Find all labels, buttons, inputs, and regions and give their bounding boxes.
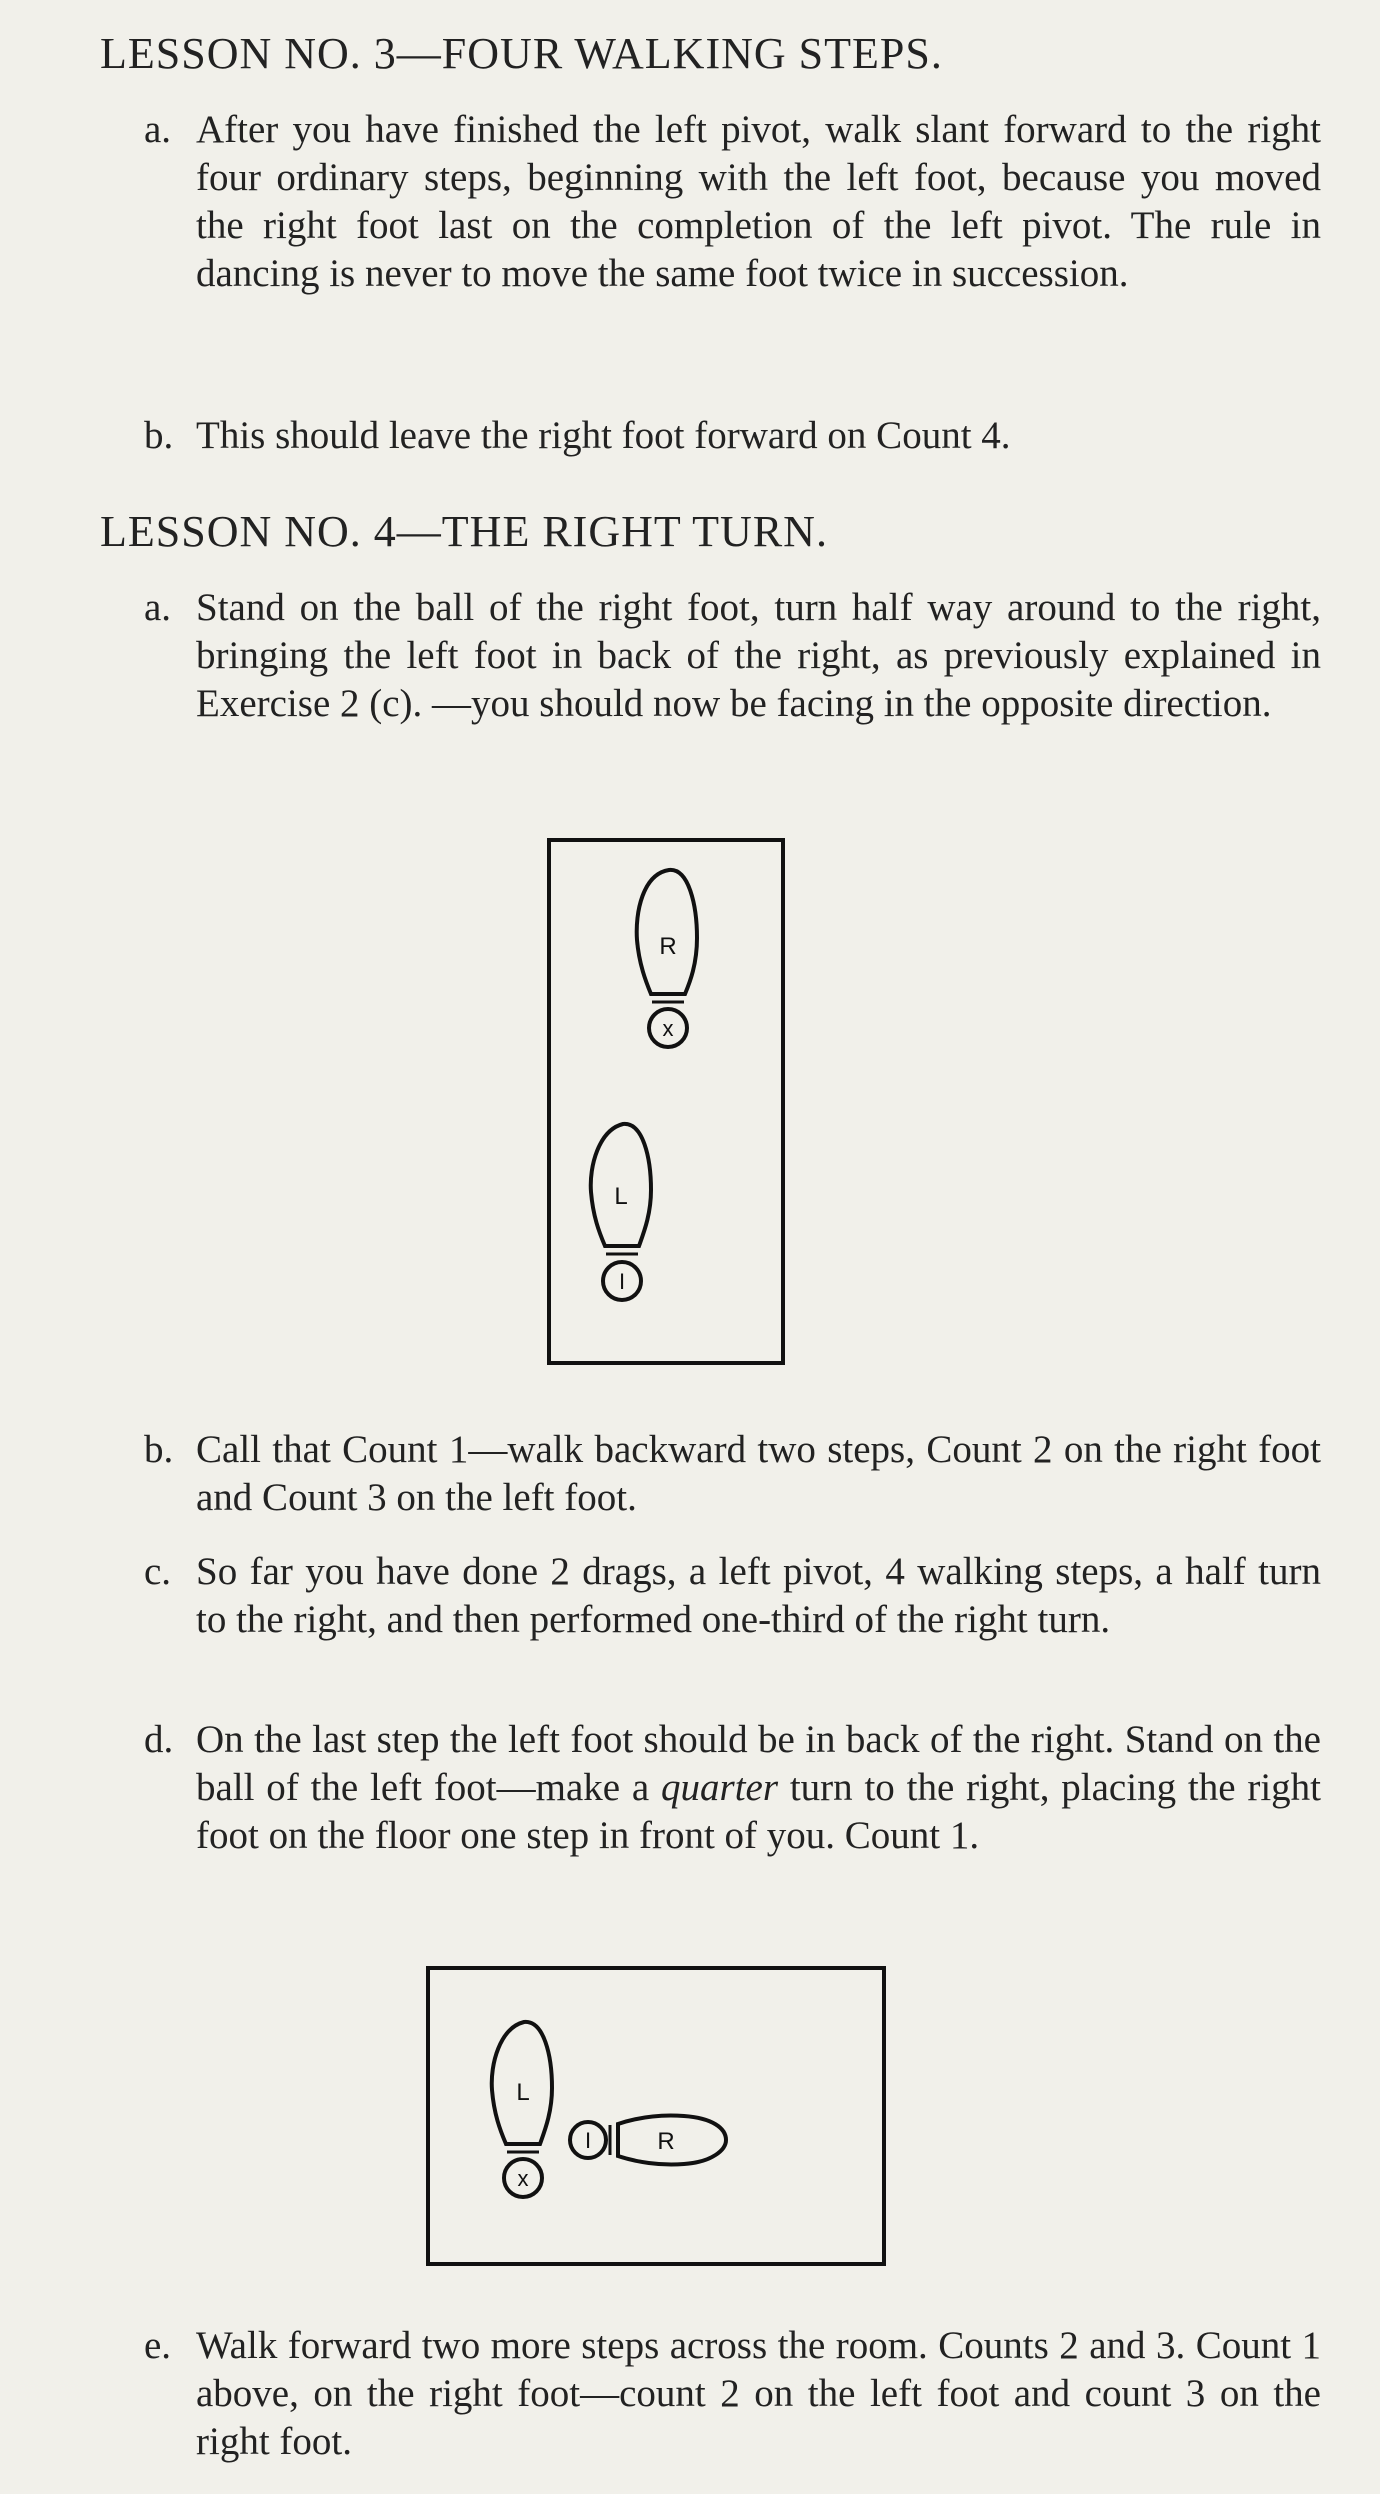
item-letter: d. xyxy=(144,1718,174,1761)
left-heel-label: x xyxy=(517,2166,529,2191)
right-foot-sole-icon xyxy=(637,870,697,994)
item-text-part: On the last step the left foot should be in back of the right. Stand on the ball of the left foot—make a xyxy=(196,1718,1321,1809)
lesson-3-item-a xyxy=(144,106,1321,298)
right-foot-label: R xyxy=(657,2128,675,2155)
right-foot-label: R xyxy=(659,933,677,960)
item-text-emphasis: quarter xyxy=(661,1766,779,1809)
item-text: So far you have done 2 drags, a left pivot, 4 walking steps, a half turn to the right, and then performed one-third of the right turn. xyxy=(196,1550,1321,1641)
lesson-4-item-c xyxy=(144,1548,1321,1644)
item-text: Call that Count 1—walk backward two steps, Count 2 on the right foot and Count 3 on the left foot. xyxy=(196,1428,1321,1519)
item-text: After you have finished the left pivot, walk slant forward to the right four ordinary steps, beginning with the left foot, because you moved the right foot last on the completion of the left pivot. The rule in dancing is never to move the same foot twice in succession. xyxy=(196,108,1321,295)
item-text: This should leave the right foot forward on Count 4. xyxy=(196,414,1011,457)
item-letter: a. xyxy=(144,586,172,629)
item-letter: b. xyxy=(144,1428,174,1471)
right-heel-label: I xyxy=(584,2128,592,2153)
left-foot-label: L xyxy=(516,2079,530,2106)
lesson-4-heading: LESSON NO. 4—THE RIGHT TURN. xyxy=(100,507,828,556)
lesson-4-item-e xyxy=(144,2322,1321,2466)
lesson-4-item-d xyxy=(144,1716,1322,1860)
left-foot-label: L xyxy=(614,1183,628,1210)
lesson-4-item-b xyxy=(144,1426,1321,1522)
item-letter: a. xyxy=(144,108,172,151)
foot-diagram-2 xyxy=(426,1966,886,2266)
item-text xyxy=(196,1716,1321,1860)
lesson-3-item-b xyxy=(144,412,1326,460)
item-letter: e. xyxy=(144,2324,172,2367)
right-heel-label: x xyxy=(662,1016,674,1041)
item-text: Walk forward two more steps across the room. Counts 2 and 3. Count 1 above, on the right foot—count 2 on the left foot and count 3 on the right foot. xyxy=(196,2324,1321,2463)
lesson-3-heading: LESSON NO. 3—FOUR WALKING STEPS. xyxy=(100,29,943,78)
item-letter: c. xyxy=(144,1550,172,1593)
foot-diagram-1 xyxy=(547,838,785,1365)
left-heel-label: I xyxy=(618,1269,626,1294)
item-letter: b. xyxy=(144,414,174,457)
item-text-part: turn to the right, placing the right foot on the floor one step in front of you. Count 1. xyxy=(196,1766,1322,1857)
item-text: Stand on the ball of the right foot, turn half way around to the right, bringing the left foot in back of the right, as previously explained in Exercise 2 (c). —you should now be facing in the opposite direction. xyxy=(196,586,1321,725)
lesson-4-item-a xyxy=(144,584,1321,728)
